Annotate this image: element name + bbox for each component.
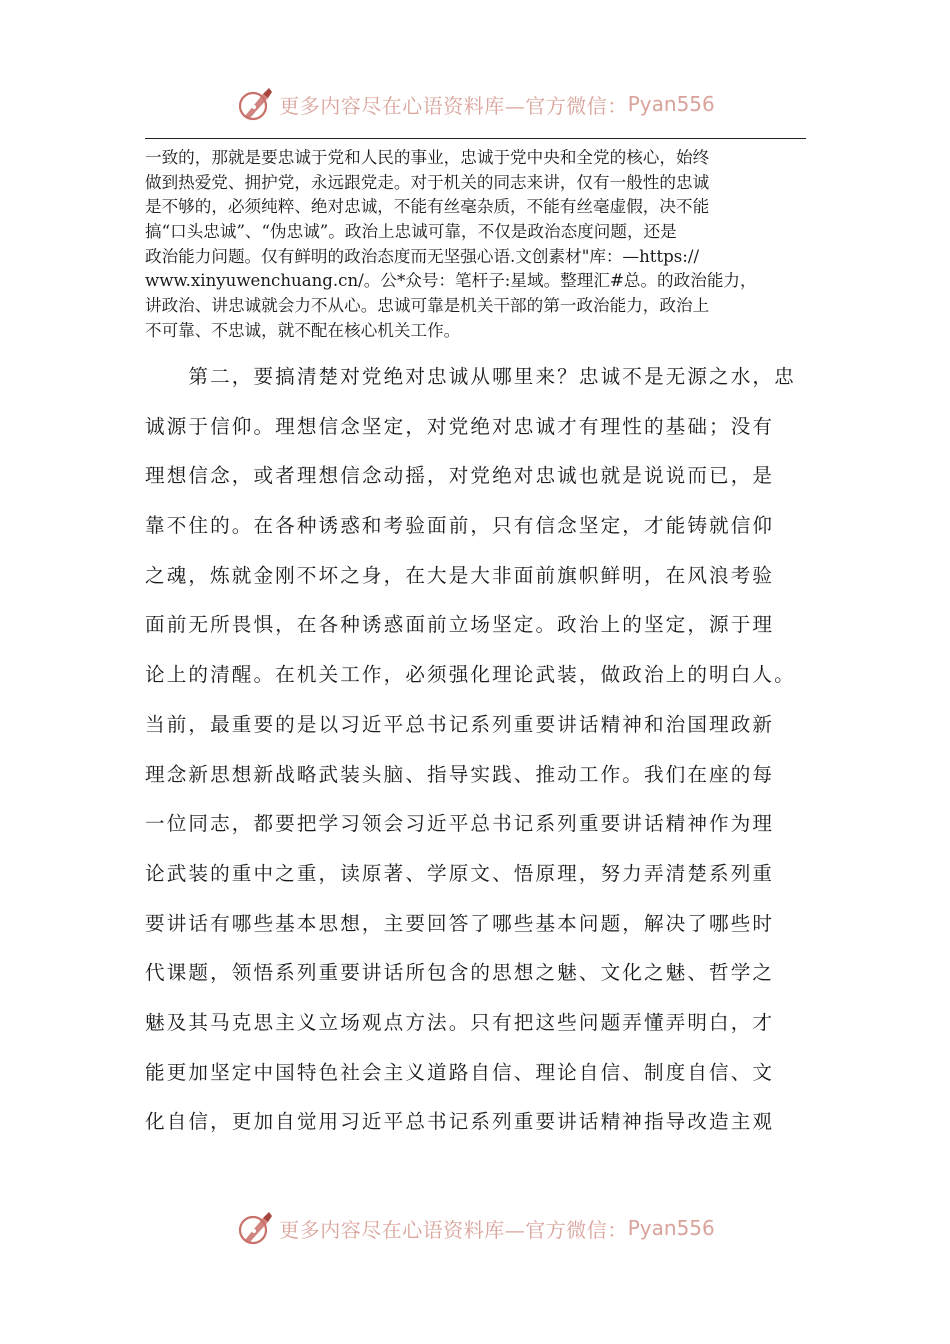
header-rule — [145, 138, 806, 139]
watermark-text: 更多内容尽在心语资料库—官方微信： — [279, 93, 628, 118]
body-line: 理想信念，或者理想信念动摇，对党绝对忠诚也就是说说而已，是 — [145, 464, 775, 488]
body-line: 化自信，更加自觉用习近平总书记系列重要讲话精神指导改造主观 — [145, 1110, 775, 1134]
watermark-wechat-id: Pyan556 — [627, 1216, 715, 1240]
pen-nib-logo-icon — [235, 1208, 275, 1248]
intro-paragraph — [145, 146, 810, 344]
intro-line: 一致的，那就是要忠诚于党和人民的事业，忠诚于党中央和全党的核心，始终 — [145, 148, 710, 167]
intro-line: 政治能力问题。仅有鲜明的政治态度而无坚强心语.文创素材"库：—https:// — [145, 246, 700, 266]
watermark-text: 更多内容尽在心语资料库—官方微信： — [279, 1217, 628, 1242]
pen-nib-logo-icon — [235, 84, 275, 124]
body-line: 代课题，领悟系列重要讲话所包含的思想之魅、文化之魅、哲学之 — [145, 961, 775, 985]
body-line: 面前无所畏惧，在各种诱惑面前立场坚定。政治上的坚定，源于理 — [145, 613, 775, 637]
body-line: 一位同志，都要把学习领会习近平总书记系列重要讲话精神作为理 — [145, 812, 775, 836]
body-line: 靠不住的。在各种诱惑和考验面前，只有信念坚定，才能铸就信仰 — [145, 514, 775, 538]
intro-line: www.xinyuwenchuang.cn/。公*众号：笔杆子:星域。整理汇#总。的政治能力， — [145, 271, 757, 291]
intro-line: 做到热爱党、拥护党，永远跟党走。对于机关的同志来讲，仅有一般性的忠诚 — [145, 172, 710, 192]
body-line: 第二，要搞清楚对党绝对忠诚从哪里来？忠诚不是无源之水，忠 — [145, 365, 796, 388]
body-line: 论上的清醒。在机关工作，必须强化理论武装，做政治上的明白人。 — [145, 663, 796, 687]
body-paragraph — [145, 352, 825, 1147]
body-line: 魅及其马克思主义立场观点方法。只有把这些问题弄懂弄明白，才 — [145, 1010, 775, 1034]
intro-line: 是不够的，必须纯粹、绝对忠诚，不能有丝毫杂质，不能有丝毫虚假，决不能 — [145, 197, 710, 217]
body-line: 之魂，炼就金刚不坏之身，在大是大非面前旗帜鲜明，在风浪考验 — [145, 563, 775, 587]
intro-line: 不可靠、不忠诚，就不配在核心机关工作。 — [145, 320, 461, 340]
intro-line: 搞“口头忠诚”、“伪忠诚”。政治上忠诚可靠，不仅是政治态度问题，还是 — [145, 222, 677, 242]
body-line: 诚源于信仰。理想信念坚定，对党绝对忠诚才有理性的基础；没有 — [145, 414, 775, 438]
body-line: 理念新思想新战略武装头脑、指导实践、推动工作。我们在座的每 — [145, 762, 775, 786]
footer-watermark — [0, 1208, 950, 1248]
body-line: 要讲话有哪些基本思想，主要回答了哪些基本问题，解决了哪些时 — [145, 911, 775, 935]
body-line: 能更加坚定中国特色社会主义道路自信、理论自信、制度自信、文 — [145, 1060, 775, 1084]
body-line: 当前，最重要的是以习近平总书记系列重要讲话精神和治国理政新 — [145, 712, 775, 736]
body-line: 论武装的重中之重，读原著、学原文、悟原理，努力弄清楚系列重 — [145, 861, 775, 885]
intro-line: 讲政治、讲忠诚就会力不从心。忠诚可靠是机关干部的第一政治能力，政治上 — [145, 296, 710, 316]
watermark-wechat-id: Pyan556 — [627, 92, 715, 116]
header-watermark — [0, 84, 950, 124]
